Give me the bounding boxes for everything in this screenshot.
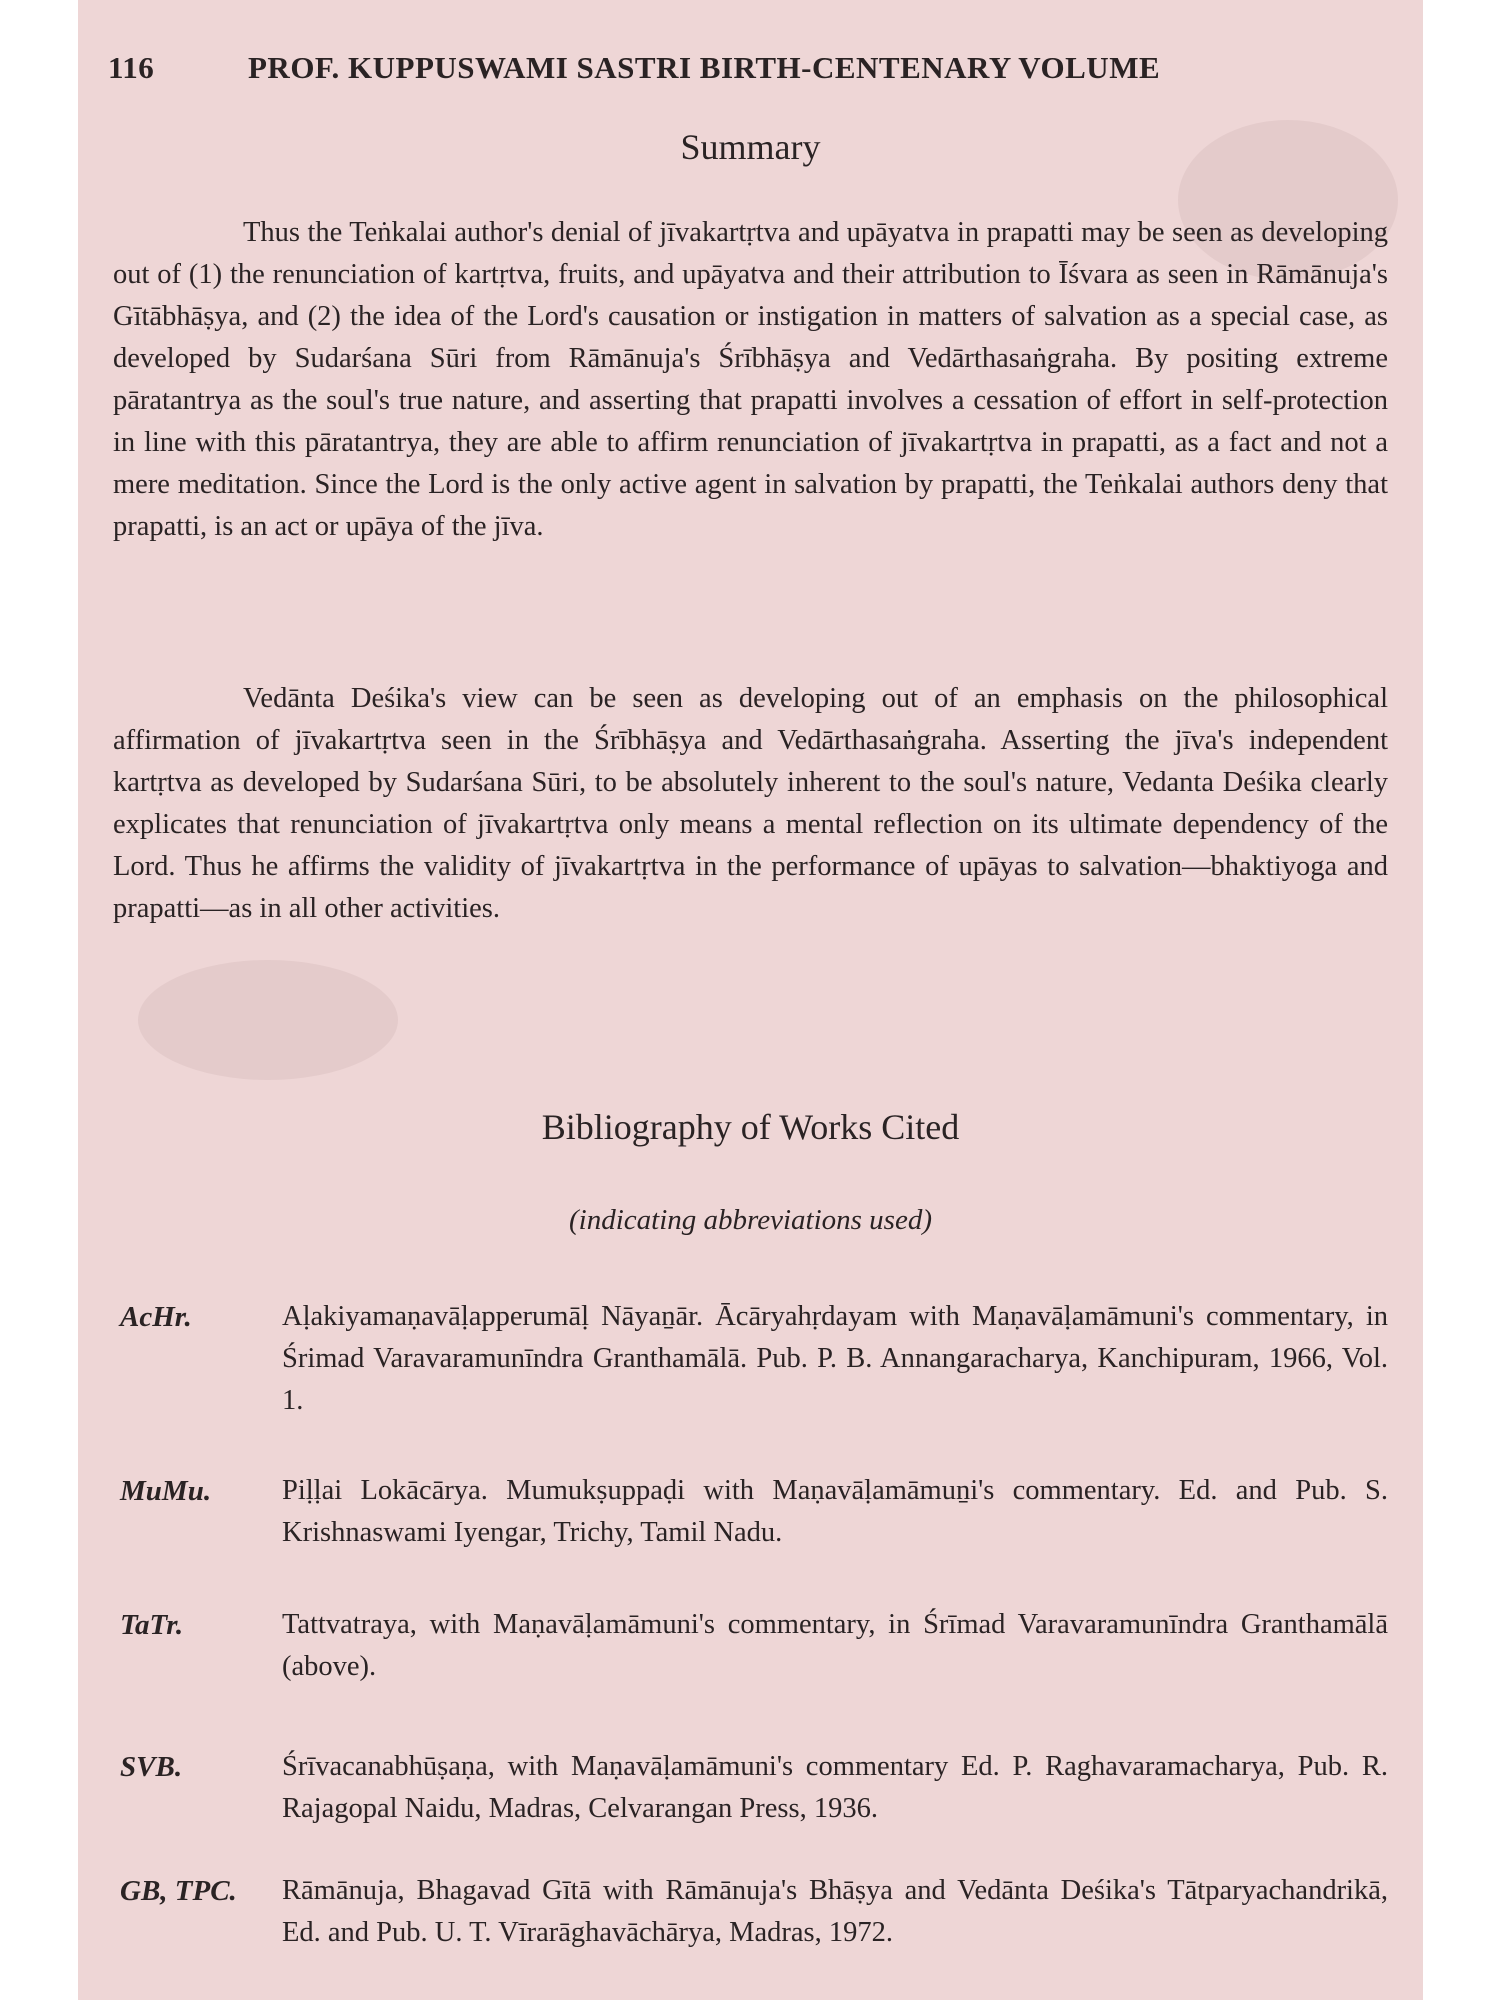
entry-reference: Rāmānuja, Bhagavad Gītā with Rāmānuja's Bhāṣya and Vedānta Deśika's Tātparyachandrikā, Ed. and Pub. U. T. Vīrarāghavāchārya, Madras, 1972. xyxy=(282,1875,1388,1948)
page-stain xyxy=(138,960,398,1080)
bibliography-entry xyxy=(120,1870,1388,1954)
bibliography-heading: Bibliography of Works Cited xyxy=(541,1107,960,1147)
bibliography-entry xyxy=(120,1470,1388,1554)
summary-text-1: Thus the Teṅkalai author's denial of jīvakartṛtva and upāyatva in prapatti may be seen as developing out of (1) the renunciation of kartṛtva, fruits, and upāyatva and their attribution to Īśvara as seen in Rāmānuja's Gītābhāṣya, and (2) the idea of the Lord's causation or instigation in matters of salvation as a special case, as developed by Sudarśana Sūri from Rāmānuja's Śrībhāṣya and Vedārthasaṅgraha. By positing extreme pāratantrya as the soul's true nature, and asserting that prapatti involves a cessation of effort in self-protection in line with this pāratantrya, they are able to affirm renunciation of jīvakartṛtva in prapatti, as a fact and not a mere meditation. Since the Lord is the only active agent in salvation by prapatti, the Teṅkalai authors deny that prapatti, is an act or upāya of the jīva. xyxy=(113,217,1388,542)
summary-paragraph-1 xyxy=(113,212,1388,548)
entry-abbreviation: TaTr. xyxy=(120,1609,184,1641)
running-title: PROF. KUPPUSWAMI SASTRI BIRTH-CENTENARY VOLUME xyxy=(248,50,1161,85)
entry-reference: Śrīvacanabhūṣaṇa, with Maṇavāḷamāmuni's commentary Ed. P. Raghavaramacharya, Pub. R. Rajagopal Naidu, Madras, Celvarangan Press, 1936. xyxy=(282,1751,1388,1824)
running-header xyxy=(108,50,1363,86)
entry-abbreviation: SVB. xyxy=(120,1751,183,1783)
page-number: 116 xyxy=(108,50,155,85)
book-page xyxy=(78,0,1423,2000)
entry-reference: Tattvatraya, with Maṇavāḷamāmuni's commentary, in Śrīmad Varavaramunīndra Granthamālā (above). xyxy=(282,1609,1388,1682)
entry-reference: Piḷḷai Lokācārya. Mumukṣuppaḍi with Maṇavāḷamāmuṉi's commentary. Ed. and Pub. S. Krishnaswami Iyengar, Trichy, Tamil Nadu. xyxy=(282,1475,1388,1548)
summary-paragraph-2 xyxy=(113,678,1388,930)
bibliography-subtitle: (indicating abbreviations used) xyxy=(569,1204,932,1236)
summary-text-2: Vedānta Deśika's view can be seen as developing out of an emphasis on the philosophical affirmation of jīvakartṛtva seen in the Śrībhāṣya and Vedārthasaṅgraha. Asserting the jīva's independent kartṛtva as developed by Sudarśana Sūri, to be absolutely inherent to the soul's nature, Vedanta Deśika clearly explicates that renunciation of jīvakartṛtva only means a mental reflection on its ultimate dependency of the Lord. Thus he affirms the validity of jīvakartṛtva in the performance of upāyas to salvation—bhaktiyoga and prapatti—as in all other activities. xyxy=(113,683,1388,924)
entry-abbreviation: MuMu. xyxy=(120,1475,212,1507)
summary-heading: Summary xyxy=(680,127,821,167)
entry-reference: Aḷakiyamaṇavāḷapperumāḷ Nāyaṉār. Ācāryahṛdayam with Maṇavāḷamāmuni's commentary, in Śrimad Varavaramunīndra Granthamālā. Pub. P. B. Annangaracharya, Kanchipuram, 1966, Vol. 1. xyxy=(282,1301,1388,1416)
entry-abbreviation: AcHr. xyxy=(120,1301,192,1333)
entry-abbreviation: GB, TPC. xyxy=(120,1875,237,1907)
bibliography-entry xyxy=(120,1746,1388,1830)
bibliography-entry xyxy=(120,1604,1388,1688)
bibliography-entry xyxy=(120,1296,1388,1422)
